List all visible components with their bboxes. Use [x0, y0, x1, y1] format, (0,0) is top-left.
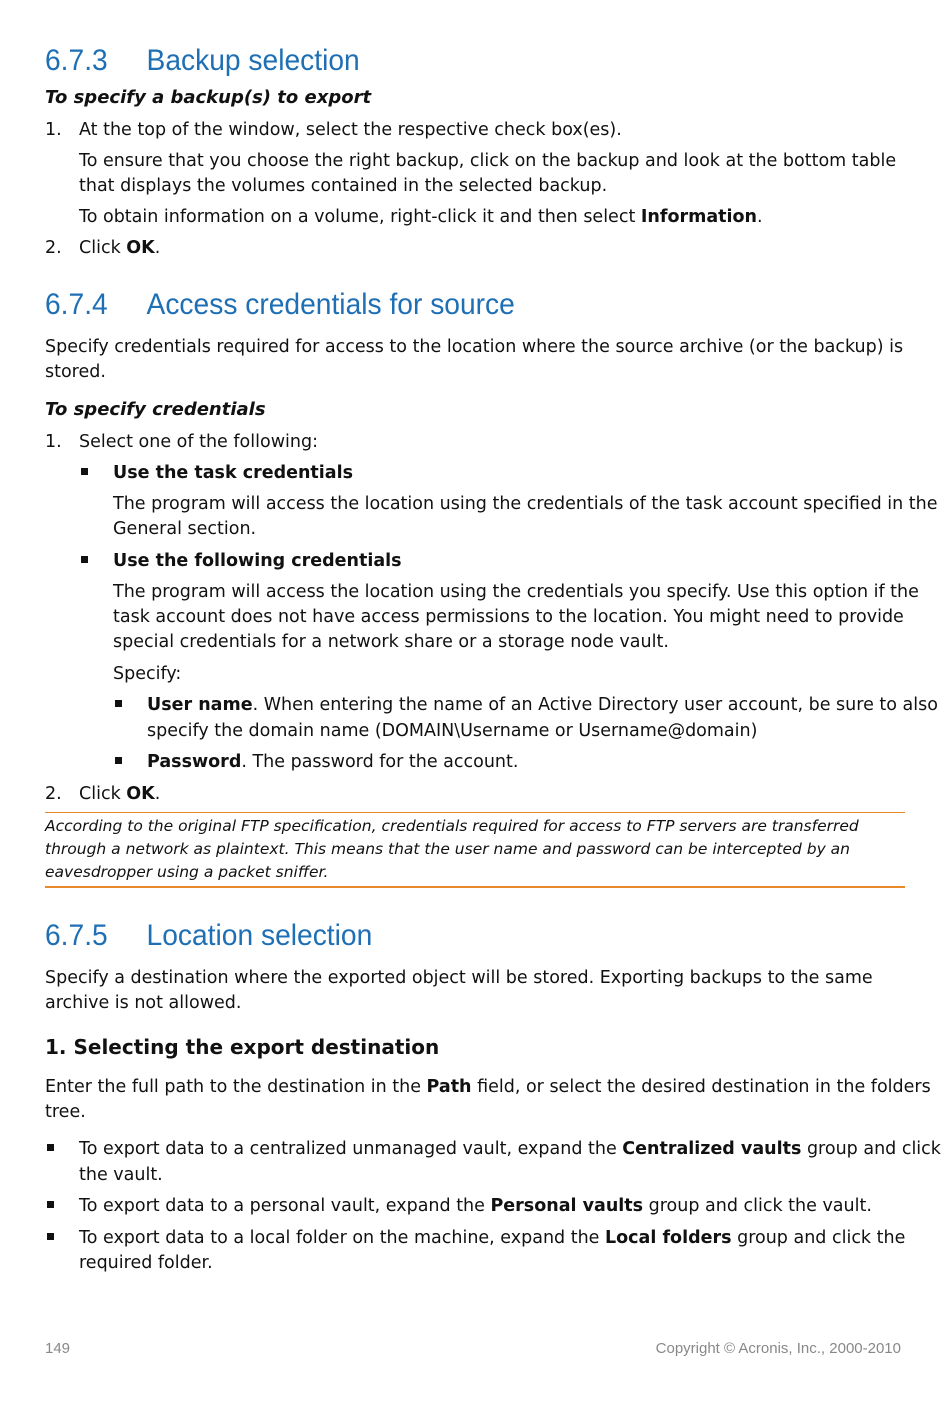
section-number: 6.7.5 — [45, 919, 108, 952]
step-text: Click OK. — [79, 238, 161, 258]
bullet-icon — [47, 1233, 54, 1240]
paragraph-line: To obtain information on a volume, right-click it and then select Information. — [79, 207, 763, 227]
paragraph-line: tree. — [45, 1102, 86, 1122]
ui-term-personal-vaults: Personal vaults — [490, 1196, 644, 1216]
step-number: 1. — [45, 432, 62, 452]
section-title: Access credentials for source — [146, 288, 515, 321]
paragraph-line: archive is not allowed. — [45, 993, 242, 1013]
section-heading-6-7-5 — [45, 919, 372, 953]
step-text: Click OK. — [79, 784, 161, 804]
paragraph-line: Specify credentials required for access to the location where the source archive (or the backup) is — [45, 337, 904, 357]
step-number: 1. — [45, 120, 62, 140]
option-title: Use the task credentials — [113, 463, 354, 483]
bullet-text: To export data to a personal vault, expand the Personal vaults group and click the vault. — [79, 1196, 872, 1216]
ui-term-information: Information — [640, 207, 758, 227]
bullet-icon — [47, 1144, 54, 1151]
note-top-rule — [45, 812, 905, 813]
paragraph-line: special credentials for a network share or a storage node vault. — [113, 632, 669, 652]
bullet-icon — [115, 757, 122, 764]
bullet-text: To export data to a centralized unmanaged vault, expand the Centralized vaults group and click — [79, 1139, 941, 1159]
note-line: through a network as plaintext. This means that the user name and password can be intercepted by an — [45, 840, 851, 858]
paragraph-line: specify the domain name (DOMAIN\Username or Username@domain) — [147, 721, 758, 741]
bullet-text: To export data to a local folder on the machine, expand the Local folders group and click the — [79, 1228, 906, 1248]
ui-term-ok: OK — [126, 784, 155, 804]
ui-term-ok: OK — [126, 238, 155, 258]
option-title: Use the following credentials — [113, 551, 402, 571]
paragraph-line: To ensure that you choose the right backup, click on the backup and look at the bottom table — [79, 151, 897, 171]
ui-term-user-name: User name — [147, 695, 253, 715]
step-text: Select one of the following: — [79, 432, 318, 452]
ui-term-password: Password — [147, 752, 242, 772]
copyright: Copyright © Acronis, Inc., 2000-2010 — [655, 1340, 901, 1357]
paragraph-line: Specify: — [113, 664, 182, 684]
bullet-text: required folder. — [79, 1253, 213, 1273]
step-number: 2. — [45, 238, 62, 258]
bullet-icon — [47, 1201, 54, 1208]
paragraph-line: task account does not have access permissions to the location. You might need to provide — [113, 607, 904, 627]
section-heading-6-7-3 — [45, 44, 360, 78]
page-number: 149 — [45, 1340, 71, 1357]
paragraph-line: Enter the full path to the destination in the Path field, or select the desired destination in the folders — [45, 1077, 931, 1097]
bullet-text: the vault. — [79, 1165, 163, 1185]
procedure-title: To specify credentials — [45, 399, 266, 420]
procedure-title: To specify a backup(s) to export — [45, 87, 372, 108]
paragraph-line: User name. When entering the name of an Active Directory user account, be sure to also — [147, 695, 938, 715]
section-title: Backup selection — [146, 44, 360, 77]
step-number: 2. — [45, 784, 62, 804]
paragraph-line: Password. The password for the account. — [147, 752, 519, 772]
section-number: 6.7.4 — [45, 288, 108, 321]
paragraph-line: Specify a destination where the exported object will be stored. Exporting backups to the same — [45, 968, 873, 988]
paragraph-line: stored. — [45, 362, 106, 382]
section-title: Location selection — [146, 919, 373, 952]
note-bottom-rule — [45, 886, 905, 888]
ui-term-path: Path — [426, 1077, 472, 1097]
subsection-heading: 1. Selecting the export destination — [45, 1035, 440, 1059]
note-line: According to the original FTP specification, credentials required for access to FTP servers are transferred — [45, 817, 859, 835]
bullet-icon — [81, 468, 88, 475]
step-text: At the top of the window, select the respective check box(es). — [79, 120, 622, 140]
bullet-icon — [115, 700, 122, 707]
ui-term-local-folders: Local folders — [605, 1228, 732, 1248]
note-line: eavesdropper using a packet sniffer. — [45, 863, 329, 881]
section-heading-6-7-4 — [45, 288, 515, 322]
paragraph-line: The program will access the location using the credentials of the task account specified in the — [113, 494, 938, 514]
paragraph-line: The program will access the location using the credentials you specify. Use this option if the — [113, 582, 919, 602]
ui-term-centralized-vaults: Centralized vaults — [622, 1139, 802, 1159]
paragraph-line: General section. — [113, 519, 257, 539]
section-number: 6.7.3 — [45, 44, 108, 77]
bullet-icon — [81, 556, 88, 563]
paragraph-line: that displays the volumes contained in the selected backup. — [79, 176, 608, 196]
